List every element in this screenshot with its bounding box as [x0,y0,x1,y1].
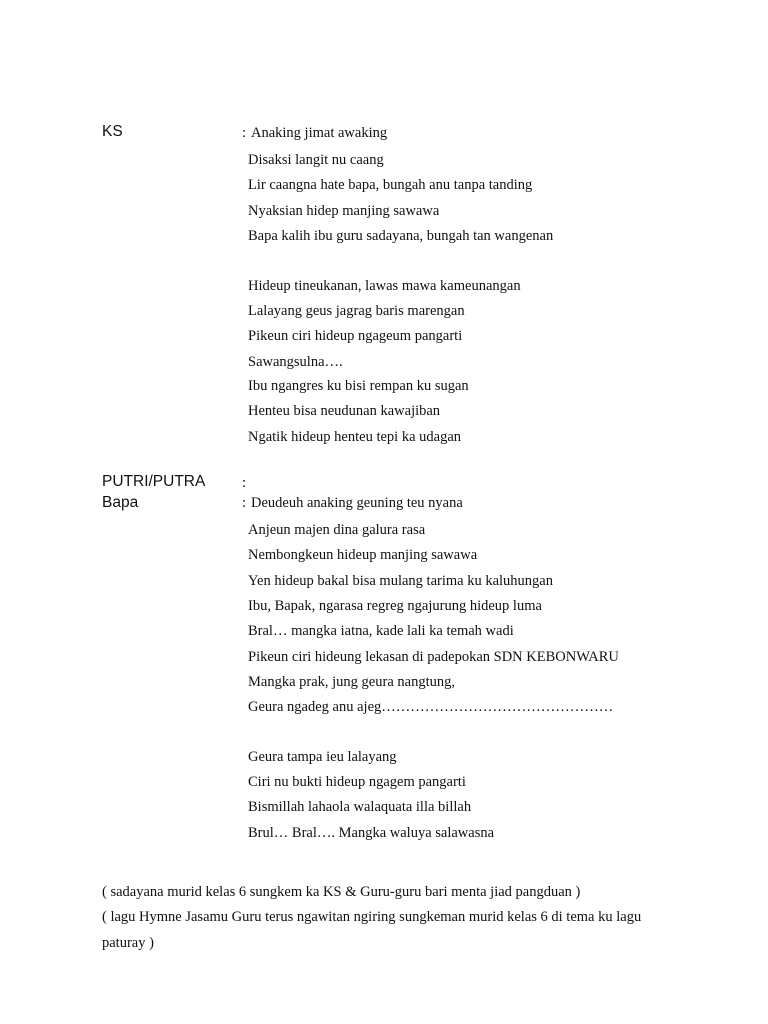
verse-line: Anaking jimat awaking [251,125,388,141]
verse-line: Ngatik hideup henteu tepi ka udagan [248,429,462,445]
speaker-ks: KS [102,123,123,140]
colon-ks: : [242,125,247,141]
speaker-putri-putra: PUTRI/PUTRA [102,473,206,490]
verse-line: Deudeuh anaking geuning teu nyana [251,495,463,511]
stage-note: ( lagu Hymne Jasamu Guru terus ngawitan ngiring sungkeman murid kelas 6 di tema ku lagu [102,909,642,925]
verse-line: Bismillah lahaola walaquata illa billah [248,799,472,815]
verse-line: Henteu bisa neudunan kawajiban [248,403,441,419]
verse-line: Yen hideup bakal bisa mulang tarima ku kaluhungan [248,573,553,589]
colon-putri-putra: : [242,475,247,491]
verse-line: Disaksi langit nu caang [248,152,384,168]
verse-line: Anjeun majen dina galura rasa [248,522,426,538]
verse-line: Geura ngadeg anu ajeg………………………………………… [248,699,614,715]
speaker-bapa: Bapa [102,494,139,511]
verse-line: Mangka prak, jung geura nangtung, [248,674,455,690]
stage-note: ( sadayana murid kelas 6 sungkem ka KS & Guru-guru bari menta jiad pangduan ) [102,884,581,900]
verse-line: Ciri nu bukti hideup ngagem pangarti [248,774,466,790]
verse-line: Hideup tineukanan, lawas mawa kameunangan [248,278,521,294]
colon-bapa: : [242,495,247,511]
verse-line: Sawangsulna…. [248,354,343,370]
stage-note: paturay ) [102,935,154,951]
verse-line: Lir caangna hate bapa, bungah anu tanpa tanding [248,177,533,193]
verse-line: Nyaksian hidep manjing sawawa [248,203,440,219]
verse-line: Ibu, Bapak, ngarasa regreg ngajurung hideup luma [248,598,542,614]
verse-line: Nembongkeun hideup manjing sawawa [248,547,478,563]
verse-line: Brul… Bral…. Mangka waluya salawasna [248,825,495,841]
verse-line: Pikeun ciri hideup ngageum pangarti [248,328,463,344]
verse-line: Ibu ngangres ku bisi rempan ku sugan [248,378,469,394]
verse-line: Lalayang geus jagrag baris marengan [248,303,465,319]
verse-line: Geura tampa ieu lalayang [248,749,397,765]
verse-line: Pikeun ciri hideung lekasan di padepokan SDN KEBONWARU [248,649,619,665]
verse-line: Bral… mangka iatna, kade lali ka temah wadi [248,623,514,639]
verse-line: Bapa kalih ibu guru sadayana, bungah tan wangenan [248,228,554,244]
